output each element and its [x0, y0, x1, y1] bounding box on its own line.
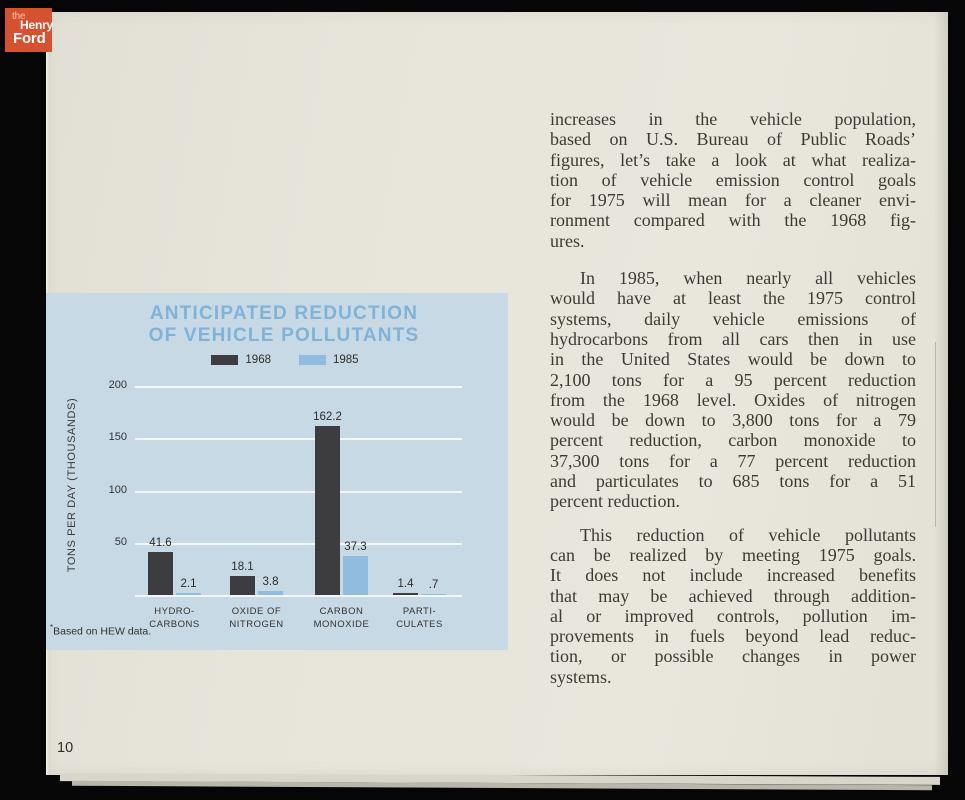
text-line: percent reduction. — [550, 491, 680, 512]
chart-footnote — [50, 623, 151, 638]
text-line: based on U.S. Bureau of Public Roads’ — [550, 129, 916, 150]
gridline-100 — [135, 491, 462, 493]
text-line: increases in the vehicle population, — [550, 109, 916, 129]
gridline-200 — [135, 386, 462, 388]
legend-label-1968: 1968 — [245, 354, 271, 366]
value-label-1968-oxideofnitrogen: 18.1 — [231, 561, 254, 574]
text-line: systems, daily vehicle emissions of — [550, 308, 916, 329]
book-page — [46, 12, 948, 775]
page-crease-line — [935, 342, 936, 527]
paragraph-3 — [550, 525, 916, 687]
text-line: tion, or possible changes in power — [550, 646, 916, 667]
text-line: can be realized by meeting 1975 goals. — [550, 544, 916, 565]
value-label-1968-hydrocarbons: 41.6 — [149, 536, 172, 549]
text-line: that may be achieved through addition- — [550, 585, 916, 606]
value-label-1985-oxideofnitrogen: 3.8 — [262, 576, 279, 589]
text-line: from the 1968 level. Oxides of nitrogen — [550, 389, 916, 410]
y-tick-100: 100 — [108, 483, 127, 496]
category-label-line: NITROGEN — [229, 619, 284, 630]
text-line: ronment compared with the 1968 fig- — [550, 210, 916, 231]
gridline-0 — [135, 595, 462, 597]
bar-1968-carbonmonoxide — [315, 426, 340, 595]
logo-text-henry: Henry — [20, 18, 54, 32]
y-axis-label: TONS PER DAY (THOUSANDS) — [66, 397, 78, 573]
category-label-line: OXIDE OF — [231, 606, 282, 617]
category-label-line: MONOXIDE — [313, 619, 370, 630]
legend-label-1985: 1985 — [333, 354, 359, 366]
bar-1985-particulates — [421, 594, 446, 595]
category-label-oxideofnitrogen — [212, 605, 302, 631]
text-line: hydrocarbons from all cars then in use — [550, 328, 916, 349]
footnote-text: Based on HEW data. — [53, 625, 152, 638]
text-line: figures, let’s take a look at what realiza- — [550, 149, 916, 170]
paragraph-1 — [550, 109, 916, 251]
gridline-150 — [135, 438, 462, 440]
article-text-column — [550, 109, 916, 687]
legend-swatch-1985 — [299, 355, 326, 365]
bar-1985-hydrocarbons — [176, 593, 201, 595]
text-line: and particulates to 685 tons for a 51 — [550, 471, 916, 492]
bar-1985-oxideofnitrogen — [258, 591, 283, 595]
text-line: tion of vehicle emission control goals — [550, 169, 916, 190]
logo-text-ford: Ford — [13, 30, 46, 47]
text-line: al or improved controls, pollution im- — [550, 605, 916, 626]
y-tick-50: 50 — [114, 535, 127, 548]
henry-ford-logo — [5, 8, 52, 52]
chart-title-line1: ANTICIPATED REDUCTION — [149, 303, 419, 324]
category-label-line: PARTI- — [402, 606, 437, 617]
text-line: It does not include increased benefits — [550, 565, 916, 586]
category-label-line: HYDRO- — [154, 606, 195, 617]
chart-panel — [46, 293, 508, 650]
text-line: systems. — [550, 666, 612, 687]
text-line: 37,300 tons for a 77 percent reduction — [550, 450, 916, 471]
text-line: for 1975 will mean for a cleaner envi- — [550, 190, 916, 211]
category-label-particulates — [375, 605, 465, 631]
paragraph-2 — [550, 268, 916, 512]
value-label-1968-carbonmonoxide: 162.2 — [313, 410, 342, 423]
text-line: This reduction of vehicle pollutants — [580, 524, 916, 545]
bar-1968-particulates — [393, 593, 418, 595]
category-label-line: CARBON — [319, 606, 364, 617]
text-line: 2,100 tons for a 95 percent reduction — [550, 369, 916, 390]
category-label-line: CULATES — [396, 619, 443, 630]
chart-title — [46, 293, 508, 347]
chart-legend — [46, 354, 508, 366]
value-label-1985-carbonmonoxide: 37.3 — [344, 541, 367, 554]
text-line: percent reduction, carbon monoxide to — [550, 430, 916, 451]
chart-title-line2: OF VEHICLE POLLUTANTS — [148, 325, 420, 346]
text-line: ures. — [550, 230, 585, 251]
category-label-carbonmonoxide — [297, 605, 387, 631]
legend-swatch-1968 — [211, 355, 238, 365]
value-label-1968-particulates: 1.4 — [397, 578, 414, 591]
text-line: would have at least the 1975 control — [550, 288, 916, 309]
text-line: In 1985, when nearly all vehicles — [580, 268, 916, 289]
text-line: in the United States would be down to — [550, 349, 916, 370]
text-line: provements in fuels beyond lead reduc- — [550, 626, 916, 647]
page-number: 10 — [57, 740, 74, 756]
bar-1985-carbonmonoxide — [343, 556, 368, 595]
value-label-1985-particulates: .7 — [428, 578, 439, 591]
footnote-asterisk: * — [50, 623, 54, 632]
value-label-1985-hydrocarbons: 2.1 — [180, 577, 197, 590]
page-gutter-shade — [934, 12, 948, 775]
text-line: would be down to 3,800 tons for a 79 — [550, 410, 916, 431]
y-tick-200: 200 — [108, 379, 127, 391]
logo-text-the: the — [12, 11, 26, 22]
y-tick-150: 150 — [108, 431, 127, 444]
category-label-line: CARBONS — [149, 619, 200, 630]
